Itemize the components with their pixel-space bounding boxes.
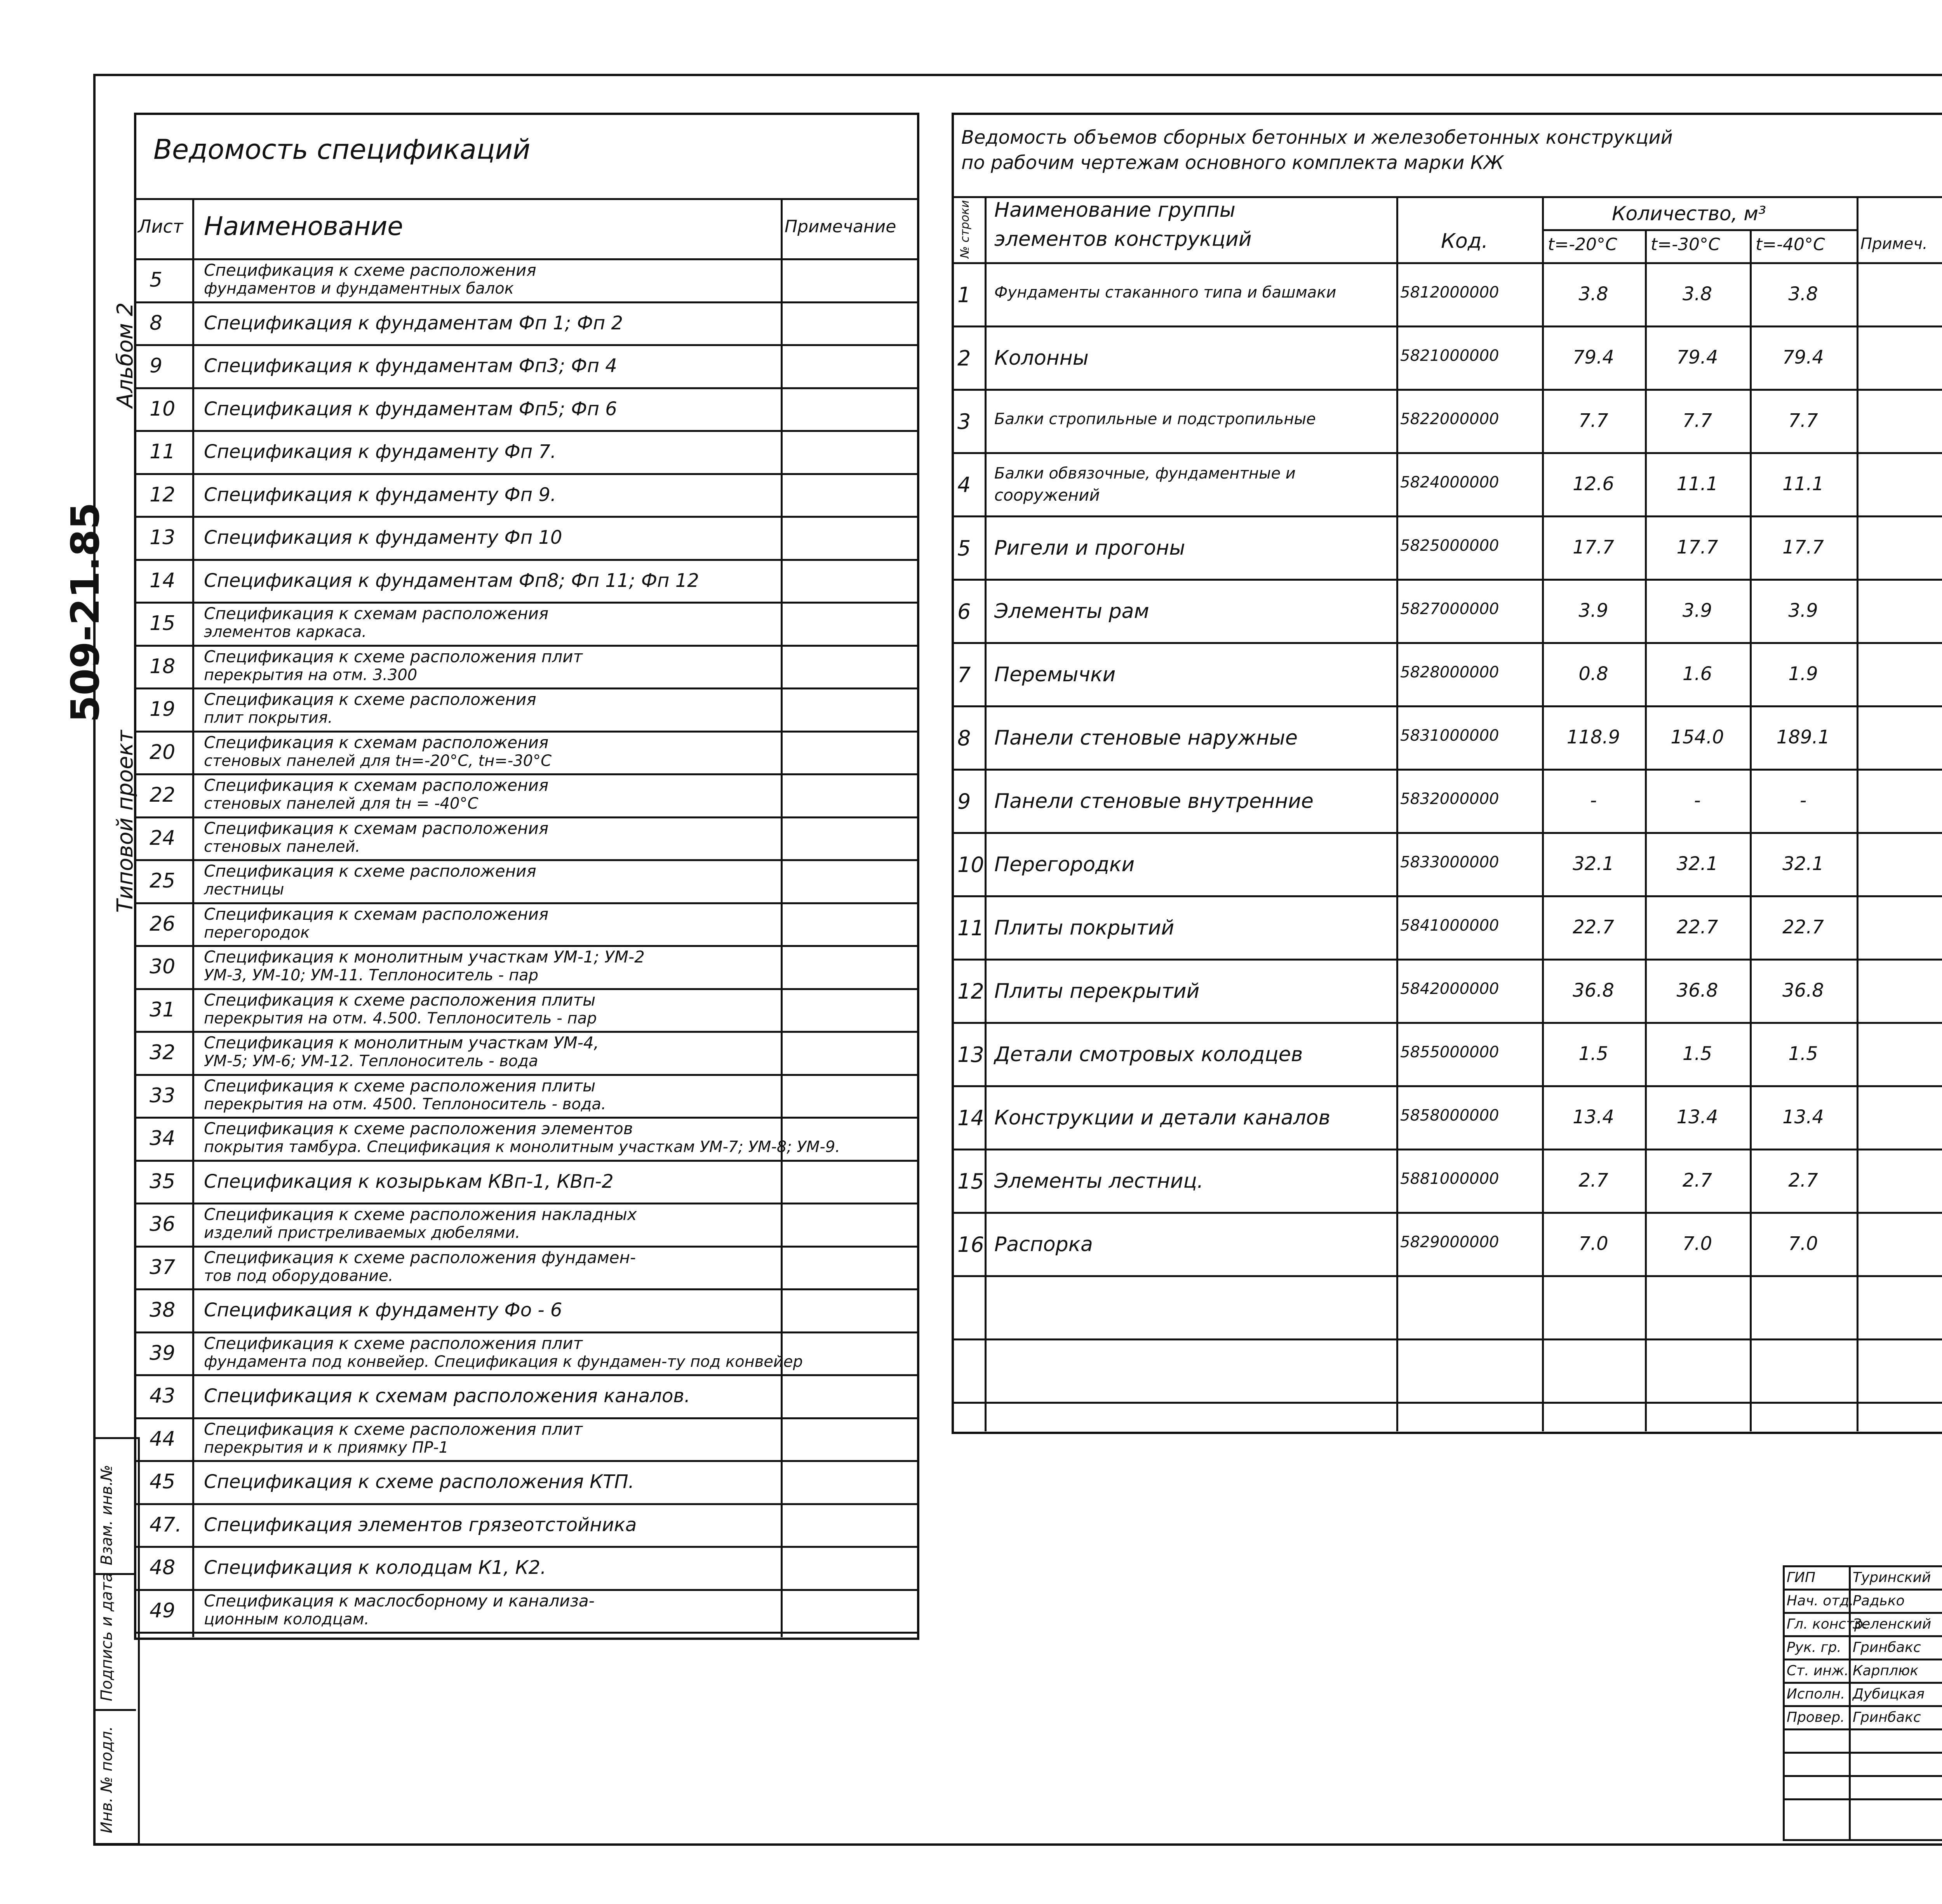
side-project-label: Типовой проект	[113, 730, 138, 913]
volume-qty-line	[1542, 229, 1857, 231]
tb-staff-name: Радько	[1853, 1593, 1905, 1609]
spec-row-name-cont: элементов каркаса.	[204, 623, 367, 641]
side-stamp-label: Подпись и дата	[98, 1572, 116, 1701]
spec-row-name-cont: плит покрытия.	[204, 709, 333, 727]
spec-row-name: Спецификация к колодцам К1, К2.	[204, 1557, 546, 1579]
spec-col-line	[192, 198, 194, 1637]
spec-row-sheet: 11	[150, 440, 176, 463]
spec-row-sheet: 12	[150, 483, 176, 506]
volume-row-t40: 32.1	[1782, 853, 1824, 875]
spec-row-name: Спецификация к схеме расположения элементов	[204, 1119, 633, 1138]
side-stamp-divider	[93, 1709, 136, 1711]
volume-row-number: 10	[957, 853, 984, 877]
spec-row-sheet: 22	[150, 783, 176, 807]
spec-row-line	[134, 1117, 919, 1119]
volume-header-qty: Количество, м³	[1612, 202, 1766, 225]
volume-row-number: 5	[957, 536, 971, 560]
tb-role: Провер.	[1787, 1709, 1845, 1725]
volume-row-code: 5821000000	[1400, 347, 1499, 365]
tb-role: Рук. гр.	[1787, 1639, 1841, 1655]
spec-row-line	[134, 687, 919, 689]
spec-row-name: Спецификация к схеме расположения	[204, 861, 536, 881]
spec-row-name-cont: изделий пристреливаемых дюбелями.	[204, 1224, 520, 1242]
spec-row-name: Спецификация к схемам расположения	[204, 733, 549, 752]
spec-row-line	[134, 1288, 919, 1290]
volume-row-t20: 36.8	[1573, 980, 1614, 1001]
volume-row-number: 1	[957, 283, 971, 307]
spec-row-line	[134, 1203, 919, 1204]
volume-row-t20: -	[1590, 790, 1597, 811]
spec-row-name: Спецификация к маслосборному и канализа-	[204, 1591, 595, 1610]
volume-row-name: Панели стеновые внутренние	[994, 790, 1314, 813]
volume-row-t40: 2.7	[1788, 1170, 1818, 1191]
volume-row-t30: 3.9	[1682, 600, 1712, 621]
spec-row-line	[134, 859, 919, 861]
volume-row-name: Плиты перекрытий	[994, 980, 1200, 1003]
volume-row-line	[952, 959, 1942, 961]
volume-row-t20: 22.7	[1573, 916, 1614, 938]
volume-row-t30: 7.7	[1682, 410, 1712, 432]
spec-header-sheet: Лист	[138, 216, 183, 237]
spec-row-line	[134, 1589, 919, 1591]
tb-role: Нач. отд.	[1787, 1593, 1854, 1609]
tb-staff-name: Гринбакс	[1853, 1639, 1921, 1655]
volume-row-line	[952, 1275, 1942, 1277]
tb-role: ГИП	[1787, 1570, 1816, 1586]
volume-row-t20: 1.5	[1578, 1043, 1608, 1065]
volume-row-t40: 36.8	[1782, 980, 1824, 1001]
tb-role: Ст. инж.	[1787, 1663, 1849, 1679]
volume-row-code: 5825000000	[1400, 537, 1499, 555]
spec-row-name: Спецификация к схеме расположения плиты	[204, 1076, 596, 1095]
volume-row-line	[952, 705, 1942, 707]
volume-row-name: Фундаменты стаканного типа и башмаки	[994, 284, 1336, 301]
spec-row-name: Спецификация к схемам расположения	[204, 604, 549, 623]
volume-row-t40: 11.1	[1782, 473, 1824, 495]
tb-staff-name: Карплюк	[1853, 1663, 1919, 1679]
volume-row-name: Панели стеновые наружные	[994, 726, 1298, 750]
spec-row-line	[134, 559, 919, 561]
volume-row-number: 4	[957, 473, 971, 497]
volume-header-row: № строки	[958, 200, 972, 258]
volume-row-number: 11	[957, 916, 984, 940]
volume-row-t30: 32.1	[1676, 853, 1718, 875]
spec-row-sheet: 44	[150, 1427, 176, 1451]
spec-row-line	[134, 1331, 919, 1333]
spec-row-line	[134, 1632, 919, 1634]
volume-row-t30: 17.7	[1676, 536, 1718, 558]
spec-row-sheet: 9	[150, 354, 163, 378]
volume-row-number: 16	[957, 1232, 984, 1257]
volume-row-line	[952, 1149, 1942, 1150]
volume-row-t20: 13.4	[1573, 1106, 1614, 1128]
volume-row-name: Перегородки	[994, 853, 1135, 876]
volume-row-number: 9	[957, 789, 971, 814]
spec-row-name-cont: перекрытия на отм. 4500. Теплоноситель - вода.	[204, 1095, 606, 1113]
volume-row-t30: 154.0	[1671, 726, 1724, 748]
spec-row-name: Спецификация к фундаменту Фп 9.	[204, 484, 557, 506]
volume-row-t20: 32.1	[1573, 853, 1614, 875]
spec-row-line	[134, 645, 919, 647]
spec-row-name: Спецификация к схеме расположения	[204, 690, 536, 709]
spec-row-line	[134, 473, 919, 475]
volume-row-t30: 36.8	[1676, 980, 1718, 1001]
volume-row-t20: 7.7	[1578, 410, 1608, 432]
spec-row-name: Спецификация к схеме расположения плит	[204, 647, 583, 666]
spec-row-line	[134, 1503, 919, 1505]
tb-staff-line	[1783, 1612, 1942, 1614]
spec-row-sheet: 10	[150, 397, 176, 421]
volume-title-line1: Ведомость объемов сборных бетонных и железобетонных конструкций	[961, 127, 1673, 148]
volume-col-line	[1857, 196, 1858, 1431]
spec-row-name: Спецификация к схеме расположения	[204, 261, 536, 280]
volume-row-number: 13	[957, 1043, 984, 1067]
volume-row-name: Перемычки	[994, 663, 1116, 686]
spec-row-line	[134, 1460, 919, 1462]
volume-row-line	[952, 325, 1942, 327]
volume-col-line	[1396, 196, 1398, 1431]
volume-row-name: Балки стропильные и подстропильные	[994, 410, 1316, 428]
tb-staff-line	[1783, 1728, 1942, 1730]
spec-row-name: Спецификация к схеме расположения плиты	[204, 990, 596, 1009]
spec-row-sheet: 30	[150, 955, 176, 978]
volume-row-line	[952, 389, 1942, 391]
volume-row-t30: 22.7	[1676, 916, 1718, 938]
volume-row-t30: 1.6	[1682, 663, 1712, 685]
tb-staff-line	[1783, 1798, 1942, 1800]
spec-header-name: Наименование	[204, 211, 403, 241]
spec-row-sheet: 8	[150, 311, 163, 335]
volume-header-t20: t=-20°С	[1548, 235, 1617, 254]
spec-row-sheet: 45	[150, 1470, 176, 1493]
spec-row-sheet: 14	[150, 569, 176, 592]
spec-row-line	[134, 945, 919, 947]
spec-row-sheet: 48	[150, 1556, 176, 1579]
tb-role: Исполн.	[1787, 1686, 1845, 1702]
spec-header-note: Примечание	[785, 217, 896, 237]
side-stamp-label: Инв. № подл.	[98, 1726, 116, 1833]
tb-staff-line	[1783, 1775, 1942, 1777]
volume-row-t30: 79.4	[1676, 346, 1718, 368]
spec-row-name-cont: перегородок	[204, 923, 310, 942]
tb-role: Гл. констр.	[1787, 1616, 1868, 1632]
tb-staff-name: Гринбакс	[1853, 1709, 1921, 1725]
volume-row-code: 5829000000	[1400, 1233, 1499, 1251]
volume-row-name-cont: сооружений	[994, 486, 1100, 505]
spec-row-sheet: 47.	[150, 1513, 182, 1537]
spec-header-line	[134, 258, 919, 260]
spec-row-name-cont: стеновых панелей для tн = -40°С	[204, 795, 479, 813]
volume-row-t40: 189.1	[1776, 726, 1830, 748]
spec-row-name: Спецификация к фундаментам Фп8; Фп 11; Фп 12	[204, 569, 699, 592]
volume-row-name: Ригели и прогоны	[994, 536, 1185, 560]
volume-row-line	[952, 1338, 1942, 1340]
volume-row-number: 15	[957, 1169, 984, 1194]
spec-row-name: Спецификация к схемам расположения	[204, 776, 549, 795]
volume-row-t30: 13.4	[1676, 1106, 1718, 1128]
spec-row-name-cont: фундамента под конвейер. Спецификация к фундамен-ту под конвейер	[204, 1352, 803, 1371]
spec-row-line	[134, 1074, 919, 1076]
volume-row-t30: 1.5	[1682, 1043, 1712, 1065]
spec-row-name: Спецификация к монолитным участкам УМ-4,	[204, 1033, 599, 1052]
spec-row-name-cont: перекрытия на отм. 3.300	[204, 666, 418, 684]
side-project-code: 509-21.85	[63, 502, 108, 722]
tb-staff-name: Зеленский	[1853, 1616, 1932, 1632]
volume-row-code: 5824000000	[1400, 473, 1499, 491]
volume-row-name: Элементы рам	[994, 600, 1149, 623]
volume-row-code: 5827000000	[1400, 600, 1499, 618]
volume-row-t20: 2.7	[1578, 1170, 1608, 1191]
spec-row-line	[134, 430, 919, 432]
spec-row-name-cont: стеновых панелей для tн=-20°С, tн=-30°С	[204, 752, 552, 770]
spec-row-sheet: 13	[150, 526, 176, 549]
spec-row-name: Спецификация к фундаменту Фп 10	[204, 527, 562, 548]
spec-row-name-cont: стеновых панелей.	[204, 837, 360, 856]
volume-list-table	[952, 113, 1942, 1433]
volume-row-t20: 118.9	[1566, 726, 1620, 748]
title-block	[1783, 1565, 1942, 1841]
spec-row-line	[134, 301, 919, 303]
volume-row-code: 5833000000	[1400, 853, 1499, 871]
volume-row-t20: 7.0	[1578, 1233, 1608, 1255]
spec-row-name-cont: УМ-3, УМ-10; УМ-11. Теплоноситель - пар	[204, 966, 539, 984]
spec-row-line	[134, 902, 919, 904]
side-stamp-label: Взам. инв.№	[98, 1465, 116, 1565]
spec-row-line	[134, 773, 919, 775]
spec-row-name-cont: перекрытия и к приямку ПР-1	[204, 1438, 449, 1457]
volume-row-t40: 22.7	[1782, 916, 1824, 938]
volume-row-t20: 3.8	[1578, 283, 1608, 305]
volume-row-name: Конструкции и детали каналов	[994, 1106, 1331, 1130]
side-album: Альбом 2	[113, 302, 138, 408]
volume-row-t30: 7.0	[1682, 1233, 1712, 1255]
volume-row-code: 5855000000	[1400, 1043, 1499, 1061]
volume-row-number: 7	[957, 663, 971, 687]
spec-row-name-cont: ционным колодцам.	[204, 1610, 369, 1628]
tb-staff-line	[1783, 1659, 1942, 1660]
volume-row-t20: 0.8	[1578, 663, 1608, 685]
spec-row-name-cont: лестницы	[204, 881, 284, 898]
volume-row-t40: 1.9	[1788, 663, 1818, 685]
volume-row-number: 3	[957, 409, 971, 434]
volume-row-code: 5831000000	[1400, 727, 1499, 745]
spec-row-name: Спецификация к схемам расположения	[204, 904, 549, 924]
spec-row-line	[134, 516, 919, 518]
volume-row-line	[952, 1212, 1942, 1214]
volume-row-name: Колонны	[994, 346, 1089, 370]
volume-row-t30: 3.8	[1682, 283, 1712, 305]
volume-row-number: 12	[957, 979, 984, 1004]
spec-row-sheet: 5	[150, 268, 163, 292]
spec-row-name: Спецификация к схеме расположения КТП.	[204, 1471, 634, 1493]
spec-row-line	[134, 731, 919, 733]
spec-row-name: Спецификация к фундаментам Фп 1; Фп 2	[204, 312, 623, 334]
spec-row-line	[134, 1160, 919, 1162]
spec-row-line	[134, 816, 919, 818]
spec-list-table	[134, 113, 919, 1639]
spec-title-line	[134, 198, 919, 200]
volume-header-t40: t=-40°С	[1756, 235, 1825, 254]
spec-row-sheet: 43	[150, 1384, 176, 1408]
spec-row-sheet: 36	[150, 1213, 176, 1236]
volume-row-t40: 17.7	[1782, 536, 1824, 558]
spec-row-name-cont: фундаментов и фундаментных балок	[204, 280, 514, 298]
spec-row-line	[134, 1031, 919, 1033]
volume-header-line	[952, 262, 1942, 264]
volume-row-t30: 2.7	[1682, 1170, 1712, 1191]
volume-header-name1: Наименование группы	[994, 198, 1236, 222]
spec-row-name: Спецификация к схемам расположения каналов.	[204, 1385, 690, 1407]
volume-header-note: Примеч.	[1860, 235, 1928, 253]
volume-row-line	[952, 769, 1942, 771]
volume-row-t40: 3.8	[1788, 283, 1818, 305]
spec-row-name: Спецификация к фундаменту Фп 7.	[204, 441, 557, 463]
volume-row-t40: 1.5	[1788, 1043, 1818, 1065]
spec-row-sheet: 24	[150, 826, 176, 850]
spec-row-line	[134, 344, 919, 346]
volume-row-name: Распорка	[994, 1233, 1093, 1256]
volume-row-line	[952, 832, 1942, 834]
volume-row-t20: 79.4	[1573, 346, 1614, 368]
volume-row-code: 5822000000	[1400, 410, 1499, 428]
volume-row-line	[952, 452, 1942, 454]
spec-row-sheet: 25	[150, 869, 176, 893]
spec-row-line	[134, 387, 919, 389]
volume-col-line	[985, 196, 987, 1431]
volume-row-name: Элементы лестниц.	[994, 1170, 1204, 1193]
spec-row-name: Спецификация к схеме расположения фундамен-	[204, 1248, 636, 1267]
spec-row-name: Спецификация к козырькам КВп-1, КВп-2	[204, 1170, 614, 1192]
spec-row-sheet: 20	[150, 740, 176, 764]
volume-row-number: 8	[957, 726, 971, 750]
spec-row-line	[134, 1546, 919, 1548]
volume-row-code: 5832000000	[1400, 790, 1499, 808]
spec-row-sheet: 35	[150, 1170, 176, 1193]
spec-row-name: Спецификация элементов грязеотстойника	[204, 1514, 637, 1536]
volume-row-code: 5841000000	[1400, 917, 1499, 935]
volume-title-line2: по рабочим чертежам основного комплекта марки КЖ	[961, 152, 1504, 174]
volume-row-name: Плиты покрытий	[994, 916, 1175, 940]
volume-row-t40: -	[1799, 790, 1807, 811]
volume-row-code: 5858000000	[1400, 1107, 1499, 1124]
volume-title-line	[952, 196, 1942, 198]
tb-staff-line	[1783, 1635, 1942, 1637]
volume-row-code: 5881000000	[1400, 1170, 1499, 1188]
spec-row-name: Спецификация к схемам расположения	[204, 818, 549, 838]
volume-header-code: Код.	[1441, 230, 1488, 253]
spec-row-line	[134, 602, 919, 604]
volume-row-line	[952, 1085, 1942, 1087]
spec-row-name: Спецификация к схеме расположения накладных	[204, 1205, 637, 1224]
spec-row-name: Спецификация к фундаменту Фо - 6	[204, 1299, 562, 1321]
spec-col-line	[781, 198, 783, 1637]
volume-row-t20: 17.7	[1573, 536, 1614, 558]
tb-staff-name: Дубицкая	[1853, 1686, 1925, 1702]
spec-row-name-cont: перекрытия на отм. 4.500. Теплоноситель - пар	[204, 1009, 597, 1027]
volume-header-t30: t=-30°С	[1651, 235, 1720, 254]
volume-row-number: 2	[957, 346, 971, 371]
spec-row-name: Спецификация к монолитным участкам УМ-1; УМ-2	[204, 947, 645, 966]
volume-row-t30: -	[1694, 790, 1701, 811]
volume-row-code: 5812000000	[1400, 284, 1499, 301]
volume-header-name2: элементов конструкций	[994, 228, 1252, 251]
spec-row-name: Спецификация к схеме расположения плит	[204, 1333, 583, 1353]
volume-row-name: Детали смотровых колодцев	[994, 1043, 1303, 1066]
spec-row-name-cont: УМ-5; УМ-6; УМ-12. Теплоноситель - вода	[204, 1052, 538, 1070]
volume-row-line	[952, 579, 1942, 581]
spec-row-sheet: 33	[150, 1084, 176, 1107]
spec-row-line	[134, 1374, 919, 1376]
spec-title: Ведомость спецификаций	[153, 134, 531, 165]
spec-row-sheet: 34	[150, 1127, 176, 1150]
tb-staff-line	[1783, 1705, 1942, 1707]
spec-row-sheet: 32	[150, 1041, 176, 1064]
volume-row-t20: 12.6	[1573, 473, 1614, 495]
volume-row-line	[952, 1402, 1942, 1404]
spec-row-name-cont: тов под оборудование.	[204, 1267, 393, 1285]
volume-row-name: Балки обвязочные, фундаментные и	[994, 465, 1296, 482]
tb-staff-line	[1783, 1682, 1942, 1684]
spec-row-sheet: 37	[150, 1255, 176, 1279]
spec-row-sheet: 39	[150, 1341, 176, 1365]
volume-row-t40: 13.4	[1782, 1106, 1824, 1128]
volume-row-t40: 7.0	[1788, 1233, 1818, 1255]
volume-row-number: 14	[957, 1106, 984, 1130]
volume-row-line	[952, 1022, 1942, 1024]
spec-row-sheet: 49	[150, 1599, 176, 1622]
spec-row-name: Спецификация к схеме расположения плит	[204, 1419, 583, 1439]
spec-row-line	[134, 988, 919, 990]
spec-row-sheet: 15	[150, 612, 176, 635]
volume-row-t40: 7.7	[1788, 410, 1818, 432]
volume-row-t40: 3.9	[1788, 600, 1818, 621]
volume-row-t20: 3.9	[1578, 600, 1608, 621]
spec-row-line	[134, 1417, 919, 1419]
spec-row-sheet: 18	[150, 654, 176, 678]
volume-row-code: 5828000000	[1400, 663, 1499, 681]
spec-row-sheet: 19	[150, 698, 176, 721]
tb-staff-line	[1783, 1752, 1942, 1754]
volume-row-t40: 79.4	[1782, 346, 1824, 368]
spec-row-name: Спецификация к фундаментам Фп3; Фп 4	[204, 355, 617, 377]
spec-row-name-cont: покрытия тамбура. Спецификация к монолитным участкам УМ-7; УМ-8; УМ-9.	[204, 1138, 840, 1156]
volume-row-line	[952, 515, 1942, 517]
tb-staff-name: Туринский	[1853, 1570, 1931, 1586]
spec-row-line	[134, 1246, 919, 1248]
volume-row-code: 5842000000	[1400, 980, 1499, 998]
spec-row-sheet: 31	[150, 998, 176, 1022]
spec-row-sheet: 26	[150, 912, 176, 936]
spec-row-sheet: 38	[150, 1298, 176, 1322]
volume-row-line	[952, 642, 1942, 644]
tb-staff-line	[1783, 1589, 1942, 1591]
volume-row-t30: 11.1	[1676, 473, 1718, 495]
volume-row-number: 6	[957, 599, 971, 624]
spec-row-name: Спецификация к фундаментам Фп5; Фп 6	[204, 398, 617, 420]
volume-row-line	[952, 895, 1942, 897]
